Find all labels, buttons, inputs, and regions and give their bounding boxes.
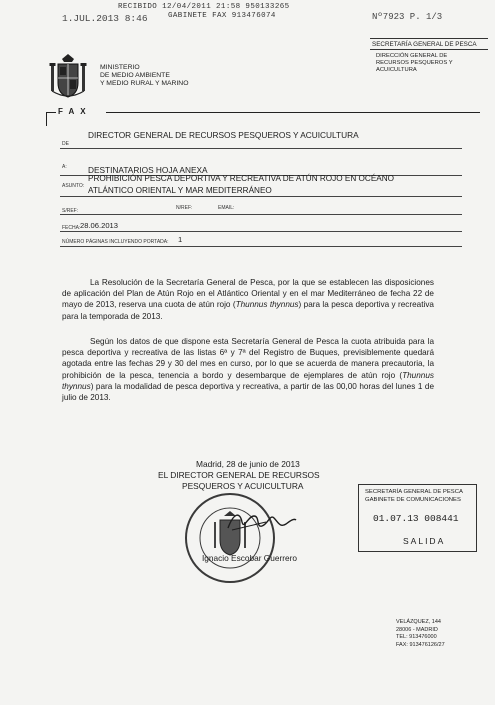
- signer-title-2: PESQUEROS Y ACUICULTURA: [182, 481, 304, 491]
- para1-species: Thunnus thynnus: [235, 300, 299, 310]
- place-date: Madrid, 28 de junio de 2013: [196, 459, 300, 469]
- nref-label: N/REF:: [176, 205, 193, 211]
- ministry-line-3: Y MEDIO RURAL Y MARINO: [100, 80, 189, 87]
- para2-text-a: Según los datos de que dispone esta Secretaría General de Pesca la cuota atribuida para la pesca deportiva y recreativa de las listas 6ª y 7ª del Registro de Buques, previsiblemente quedará agotada entre las fechas 29 y 30 del mes en curso, por lo que se acuerda de manera precautoria, la prohibición de la pesca, tenencia a bordo y desembarque de ejemplares de atún rojo (: [62, 337, 434, 380]
- asunto-underline: [60, 196, 462, 197]
- de-value: DIRECTOR GENERAL DE RECURSOS PESQUEROS Y ACUICULTURA: [88, 130, 359, 140]
- address-line-3: TEL: 913476000: [396, 634, 437, 641]
- spain-coat-of-arms-icon: [48, 53, 88, 101]
- handwritten-signature-icon: [226, 508, 298, 534]
- address-line-1: VELÁZQUEZ, 144: [396, 619, 441, 625]
- body-paragraph-2: [62, 336, 434, 403]
- asunto-line-2: ATLÁNTICO ORIENTAL Y MAR MEDITERRÁNEO: [88, 186, 272, 195]
- salida-number: 01.07.13 008441: [373, 513, 459, 524]
- secretaria-title: SECRETARÍA GENERAL DE PESCA: [370, 38, 488, 50]
- ref-underline: [60, 214, 462, 215]
- direccion-line-3: ACUICULTURA: [376, 67, 417, 73]
- salida-line-2: GABINETE DE COMUNICACIONES: [365, 497, 461, 503]
- salida-stamp: [358, 484, 477, 552]
- asunto-label: ASUNTO:: [62, 183, 85, 189]
- fax-gabinete-line: GABINETE FAX 913476074: [168, 12, 276, 20]
- salida-label: SALIDA: [403, 536, 446, 546]
- a-value: DESTINATARIOS HOJA ANEXA: [88, 165, 208, 175]
- signer-name: Ignacio Escobar Guerrero: [202, 553, 298, 563]
- fax-title: FAX: [58, 107, 92, 116]
- fax-received-line: [118, 3, 290, 11]
- para1-text-a: La Resolución de la Secretaría General de Pesca, por la que se establecen las disposiciones de aplicación del Plan de Atún Rojo en el Atlántico Oriental y en el mar Mediterráneo de fecha 22 de mayo de 2013, reserva una cuota de atún rojo (: [62, 278, 434, 310]
- email-label: EMAIL:: [218, 205, 235, 211]
- fax-frame-line-left: [46, 112, 56, 113]
- paginas-underline: [60, 246, 462, 247]
- para2-species: Thunnus thynnus: [62, 370, 434, 391]
- fecha-underline: [60, 231, 462, 232]
- direccion-general-text: [370, 50, 488, 74]
- de-label: DE: [62, 141, 69, 147]
- fecha-label: FECHA:: [62, 225, 81, 231]
- para1-text-b: ) para la pesca deportiva y recreativa para la temporada de 2013.: [62, 300, 434, 321]
- official-seal-icon: [180, 488, 280, 588]
- para2-text-b: ) para la modalidad de pesca deportiva y recreativa, a partir de las 00,00 horas del lunes 1 de julio de 2013.: [62, 381, 434, 403]
- direccion-line-1: DIRECCIÓN GENERAL DE: [376, 53, 448, 59]
- salida-line-1: SECRETARÍA GENERAL DE PESCA: [365, 489, 463, 495]
- fax-received-text: RECIBIDO 12/04/2011 21:58 950133265: [118, 3, 290, 11]
- signer-title-1: EL DIRECTOR GENERAL DE RECURSOS: [158, 470, 320, 480]
- document-number: Nº7923 P. 1/3: [372, 12, 443, 22]
- reception-date-stamp: 1.JUL.2013 8:46: [62, 13, 148, 24]
- fecha-value: 28.06.2013: [80, 221, 119, 230]
- paginas-value: 1: [178, 235, 183, 244]
- ministry-name: [100, 64, 189, 88]
- direccion-line-2: RECURSOS PESQUEROS Y: [376, 60, 453, 66]
- paginas-label: NÚMERO PÁGINAS INCLUYENDO PORTADA:: [62, 239, 169, 245]
- sref-label: S/REF:: [62, 208, 79, 214]
- fax-frame-line-right: [106, 112, 480, 113]
- asunto-line-1: PROHIBICIÓN PESCA DEPORTIVA Y RECREATIVA DE ATÚN ROJO EN OCÉANO: [88, 174, 395, 183]
- a-label: A:: [62, 164, 67, 170]
- de-underline: [60, 148, 462, 149]
- secretaria-header-box: [370, 38, 488, 74]
- fax-frame-line-vertical: [46, 112, 47, 126]
- address-line-4: FAX: 913476126/27: [396, 641, 445, 648]
- ministry-line-2: DE MEDIO AMBIENTE: [100, 72, 170, 79]
- address-block: [396, 619, 445, 649]
- address-line-2: 28006 - MADRID: [396, 626, 438, 633]
- body-paragraph-1: [62, 277, 434, 322]
- ministry-line-1: MINISTERIO: [100, 64, 140, 71]
